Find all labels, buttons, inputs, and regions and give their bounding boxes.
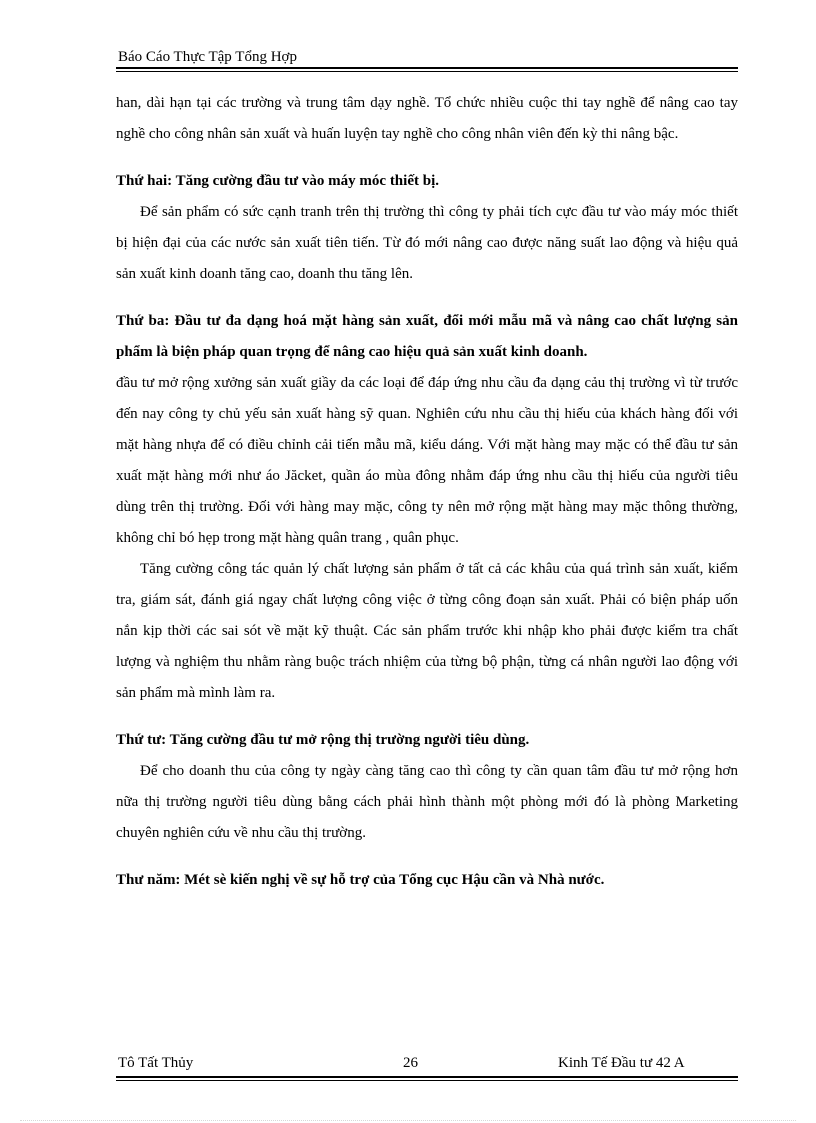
- footer-rule-thin: [116, 1080, 738, 1081]
- header-title: Báo Cáo Thực Tập Tổng Hợp: [118, 49, 297, 65]
- section-heading-5: Thư năm: Mét sè kiến nghị về sự hỗ trợ của Tổng cục Hậu cần và Nhà nước.: [116, 872, 605, 888]
- body-paragraph: đầu tư mở rộng xưởng sản xuất giầy da các loại để đáp ứng nhu cầu đa dạng cảu thị trường vì từ trước đến nay công ty chủ yếu sản xuất hàng sỹ quan. Nghiên cứu nhu cầu thị hiếu của khách hàng đối với mặt hàng nhựa để có điều chỉnh cải tiến mẫu mã, kiểu dáng. Với mặt hàng may mặc có thể đầu tư sản xuất mặt hàng mới như áo Jăcket, quần áo mùa đông nhằm đáp ứng nhu cầu thị hiếu của người tiêu dùng trên thị trường. Đối với hàng may mặc, công ty nên mở rộng mặt hàng may mặc thông thường, không chỉ bó hẹp trong mặt hàng quân trang , quân phục.: [116, 375, 738, 546]
- body-paragraph: han, dài hạn tại các trường và trung tâm dạy nghề. Tổ chức nhiều cuộc thi tay nghề để nâng cao tay nghề cho công nhân sản xuất và huấn luyện tay nghề cho công nhân viên đến kỳ thi nâng bậc.: [116, 95, 738, 142]
- page-header: [116, 48, 738, 72]
- footer-page-number: 26: [403, 1055, 418, 1071]
- header-rule-thick: [116, 67, 738, 69]
- page-body: [116, 88, 738, 896]
- page-footer: [116, 1055, 738, 1081]
- footer-course: Kinh Tế Đầu tư 42 A: [558, 1055, 685, 1071]
- section-heading-2: Thứ hai: Tăng cường đầu tư vào máy móc thiết bị.: [116, 173, 439, 189]
- body-paragraph: Tăng cường công tác quản lý chất lượng sản phẩm ở tất cả các khâu của quá trình sản xuất, kiểm tra, giám sát, đánh giá ngay chất lượng công việc ở từng công đoạn sản xuất. Phải có biện pháp uốn nắn kịp thời các sai sót về mặt kỹ thuật. Các sản phẩm trước khi nhập kho phải được kiểm tra chất lượng và nghiệm thu nhằm ràng buộc trách nhiệm của từng bộ phận, từng cá nhân người lao động với sản phẩm mà mình làm ra.: [116, 561, 738, 701]
- footer-author: Tô Tất Thủy: [118, 1055, 194, 1071]
- body-paragraph: Để cho doanh thu của công ty ngày càng tăng cao thì công ty cần quan tâm đầu tư mở rộng hơn nữa thị trường người tiêu dùng bằng cách phải hình thành một phòng mới đó là phòng Marketing chuyên nghiên cứu về nhu cầu thị trường.: [116, 763, 738, 841]
- section-heading-3: Thứ ba: Đầu tư đa dạng hoá mặt hàng sản xuất, đổi mới mẫu mã và nâng cao chất lượng sản phẩm là biện pháp quan trọng để nâng cao hiệu quả sản xuất kinh doanh.: [116, 313, 738, 360]
- page-bottom-border: [20, 1120, 796, 1121]
- section-heading-4: Thứ tư: Tăng cường đầu tư mở rộng thị trường người tiêu dùng.: [116, 732, 530, 748]
- footer-rule-thick: [116, 1076, 738, 1078]
- header-rule-thin: [116, 71, 738, 72]
- body-paragraph: Để sản phẩm có sức cạnh tranh trên thị trường thì công ty phải tích cực đầu tư vào máy móc thiết bị hiện đại của các nước sản xuất tiên tiến. Từ đó mới nâng cao được năng suất lao động và hiệu quả sản xuất kinh doanh tăng cao, doanh thu tăng lên.: [116, 204, 738, 282]
